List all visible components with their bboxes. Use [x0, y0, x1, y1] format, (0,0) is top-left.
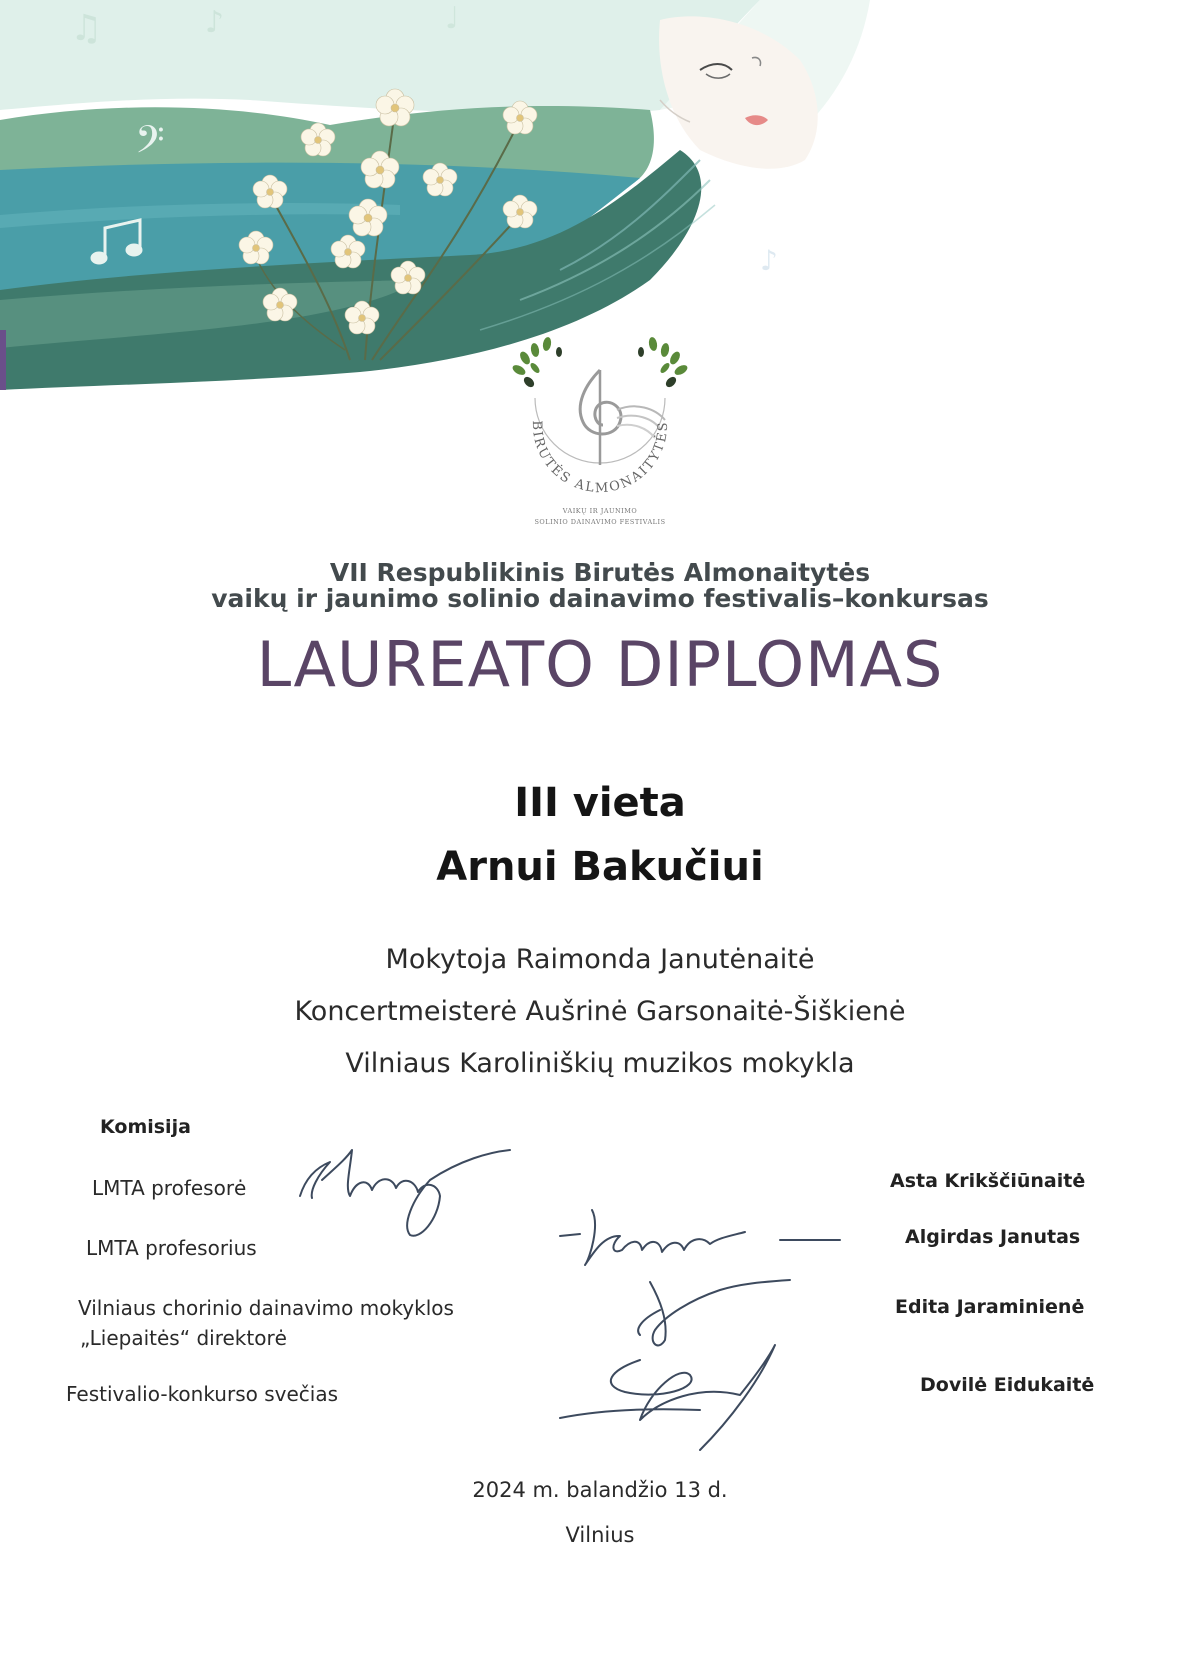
accompanist-line: Koncertmeisterė Aušrinė Garsonaitė-Šiškienė: [294, 996, 906, 1027]
award-place: III vieta: [514, 780, 686, 826]
commission-member-1: Asta Krikščiūnaitė: [890, 1170, 1086, 1192]
signature-3: [638, 1280, 790, 1345]
signature-4: [560, 1345, 775, 1450]
music-note-icon: ♪: [205, 5, 225, 40]
signature-2: [560, 1210, 840, 1265]
commission-role-3-line-1: Vilniaus chorinio dainavimo mokyklos: [78, 1296, 454, 1320]
festival-subtitle-line-1: VII Respublikinis Birutės Almonaitytės: [329, 558, 871, 587]
commission-role-3-line-2: „Liepaitės“ direktorė: [80, 1326, 287, 1350]
school-line: Vilniaus Karoliniškių muzikos mokykla: [345, 1048, 855, 1079]
music-note-icon: ♪: [760, 244, 778, 277]
signature-1: [300, 1150, 510, 1236]
diploma-title: LAUREATO DIPLOMAS: [256, 628, 944, 701]
festival-subtitle-line-2: vaikų ir jaunimo solinio dainavimo festivalis–konkursas: [211, 584, 989, 613]
commission-member-3: Edita Jaraminienė: [895, 1296, 1085, 1318]
bass-clef-icon: 𝄢: [135, 117, 165, 171]
music-note-icon: ♫: [70, 8, 103, 49]
logo-subtext-1: VAIKŲ IR JAUNIMO: [562, 507, 638, 515]
logo-subtext-2: SOLINIO DAINAVIMO FESTIVALIS: [534, 518, 666, 526]
commission-role-2: LMTA profesorius: [86, 1236, 257, 1260]
commission-role-4: Festivalio-konkurso svečias: [66, 1382, 339, 1406]
logo-ring-text: BIRUTĖS ALMONAITYTĖS: [528, 420, 672, 497]
commission-heading: Komisija: [100, 1116, 191, 1138]
commission-role-1: LMTA profesorė: [92, 1176, 247, 1200]
commission-member-2: Algirdas Janutas: [905, 1226, 1081, 1248]
music-note-icon: ♩: [445, 1, 460, 36]
award-recipient: Arnui Bakučiui: [436, 844, 764, 890]
issue-city: Vilnius: [565, 1523, 635, 1547]
commission-member-4: Dovilė Eidukaitė: [920, 1374, 1095, 1396]
issue-date: 2024 m. balandžio 13 d.: [472, 1478, 728, 1502]
teacher-line: Mokytoja Raimonda Janutėnaitė: [385, 944, 815, 975]
